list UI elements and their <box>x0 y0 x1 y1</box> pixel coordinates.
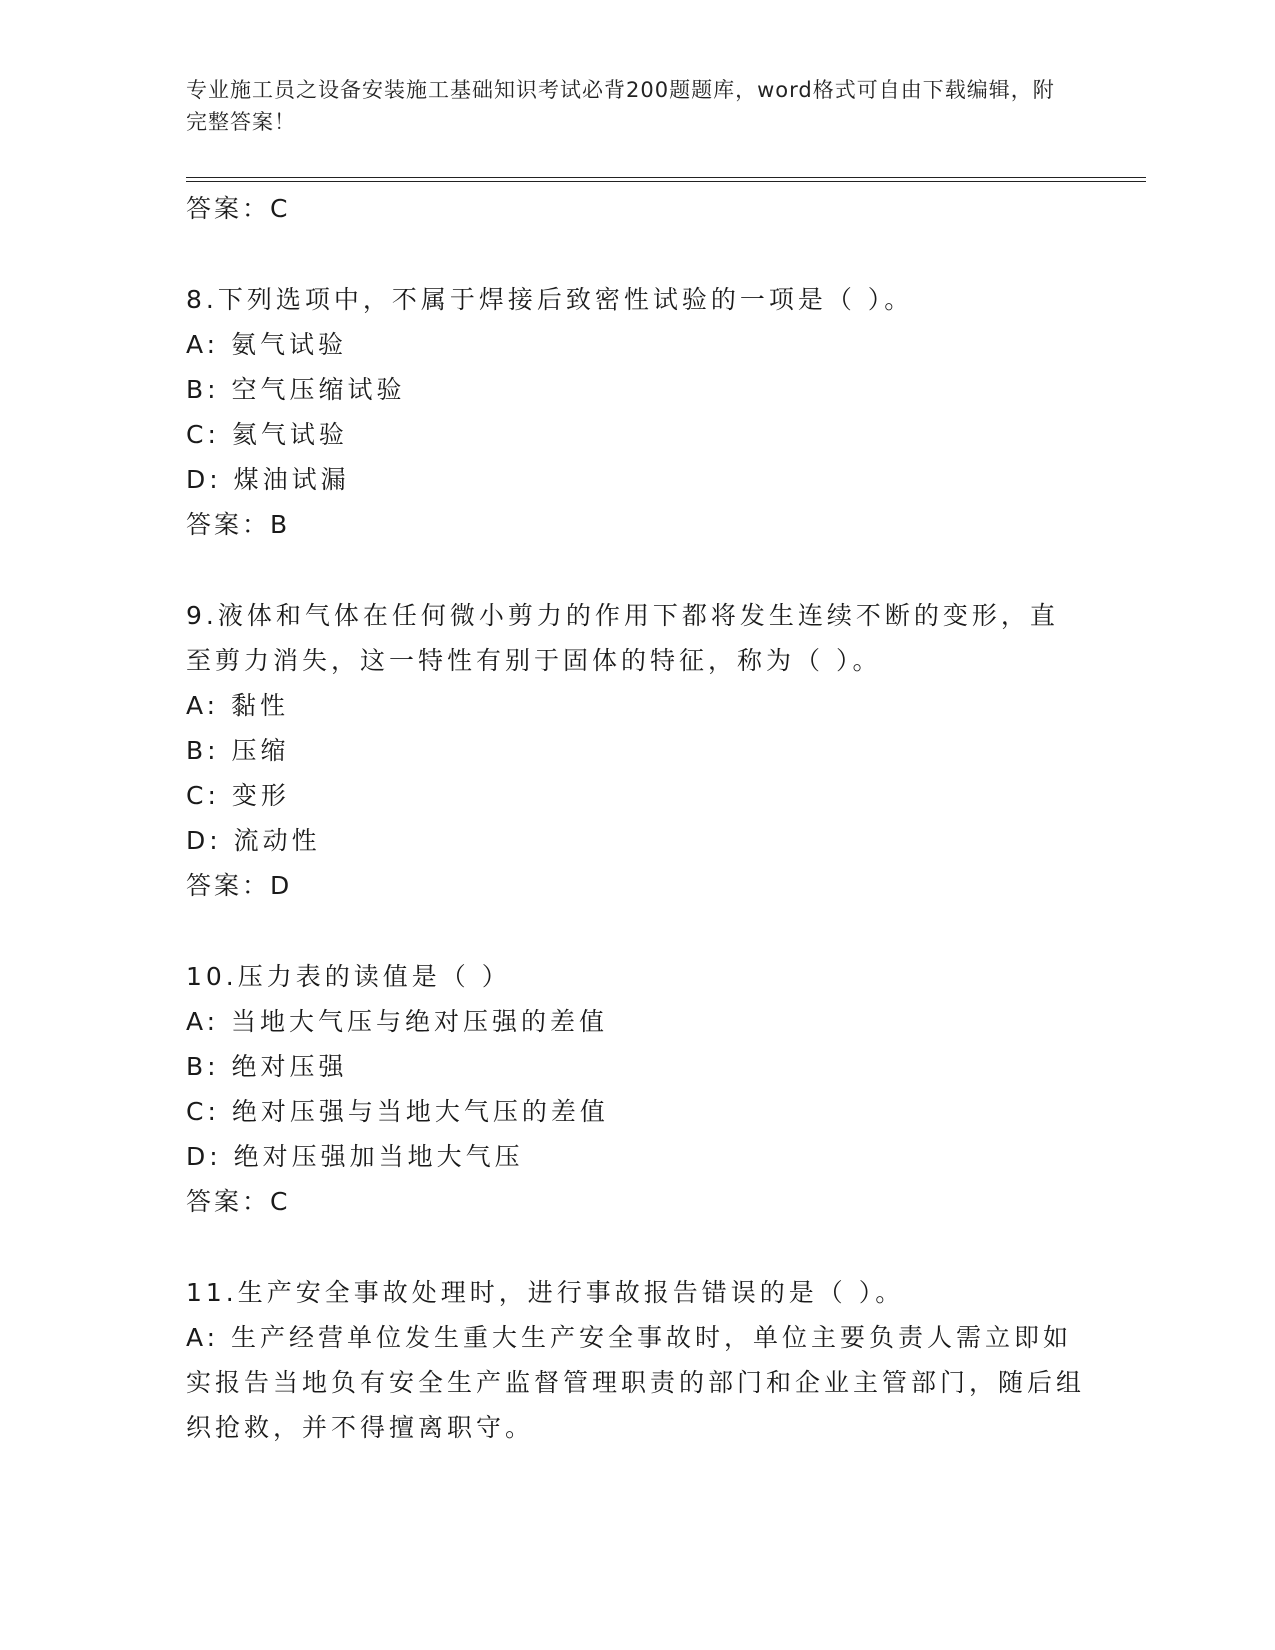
option-b: B: 压缩 <box>186 736 290 765</box>
answer-line: 答案：B <box>186 510 291 539</box>
option-a: A: 当地大气压与绝对压强的差值 <box>186 1007 609 1036</box>
header-divider <box>186 177 1146 182</box>
question-text: 11.生产安全事故处理时，进行事故报告错误的是（ ）。 <box>186 1278 905 1307</box>
option-d: D: 煤油试漏 <box>186 465 350 494</box>
answer-line: 答案：D <box>186 871 293 900</box>
option-d: D: 绝对压强加当地大气压 <box>186 1142 524 1171</box>
question-item <box>186 954 1086 1224</box>
answer-line: 答案：C <box>186 1187 291 1216</box>
option-c: C: 氦气试验 <box>186 420 348 449</box>
option-b: B: 绝对压强 <box>186 1052 348 1081</box>
option-c: C: 变形 <box>186 781 290 810</box>
option-a: A: 黏性 <box>186 691 290 720</box>
question-text: 8.下列选项中，不属于焊接后致密性试验的一项是（ ）。 <box>186 285 914 314</box>
option-c: C: 绝对压强与当地大气压的差值 <box>186 1097 609 1126</box>
option-d: D: 流动性 <box>186 826 321 855</box>
page-header: 专业施工员之设备安装施工基础知识考试必背200题题库，word格式可自由下载编辑，附完整答案！ <box>186 78 1055 134</box>
question-item <box>186 593 1086 908</box>
question-text: 9.液体和气体在任何微小剪力的作用下都将发生连续不断的变形，直至剪力消失，这一特性有别于固体的特征，称为（ ）。 <box>186 601 1059 675</box>
option-a: A: 氨气试验 <box>186 330 348 359</box>
question-text: 10.压力表的读值是（ ） <box>186 962 511 991</box>
question-list <box>186 186 1086 1496</box>
option-b: B: 空气压缩试验 <box>186 375 406 404</box>
question-item <box>186 277 1086 547</box>
option-a: A: 生产经营单位发生重大生产安全事故时，单位主要负责人需立即如实报告当地负有安全生产监督管理职责的部门和企业主管部门，随后组织抢救，并不得擅离职守。 <box>186 1323 1086 1442</box>
answer-line: 答案：C <box>186 194 291 223</box>
question-item <box>186 1270 1086 1450</box>
